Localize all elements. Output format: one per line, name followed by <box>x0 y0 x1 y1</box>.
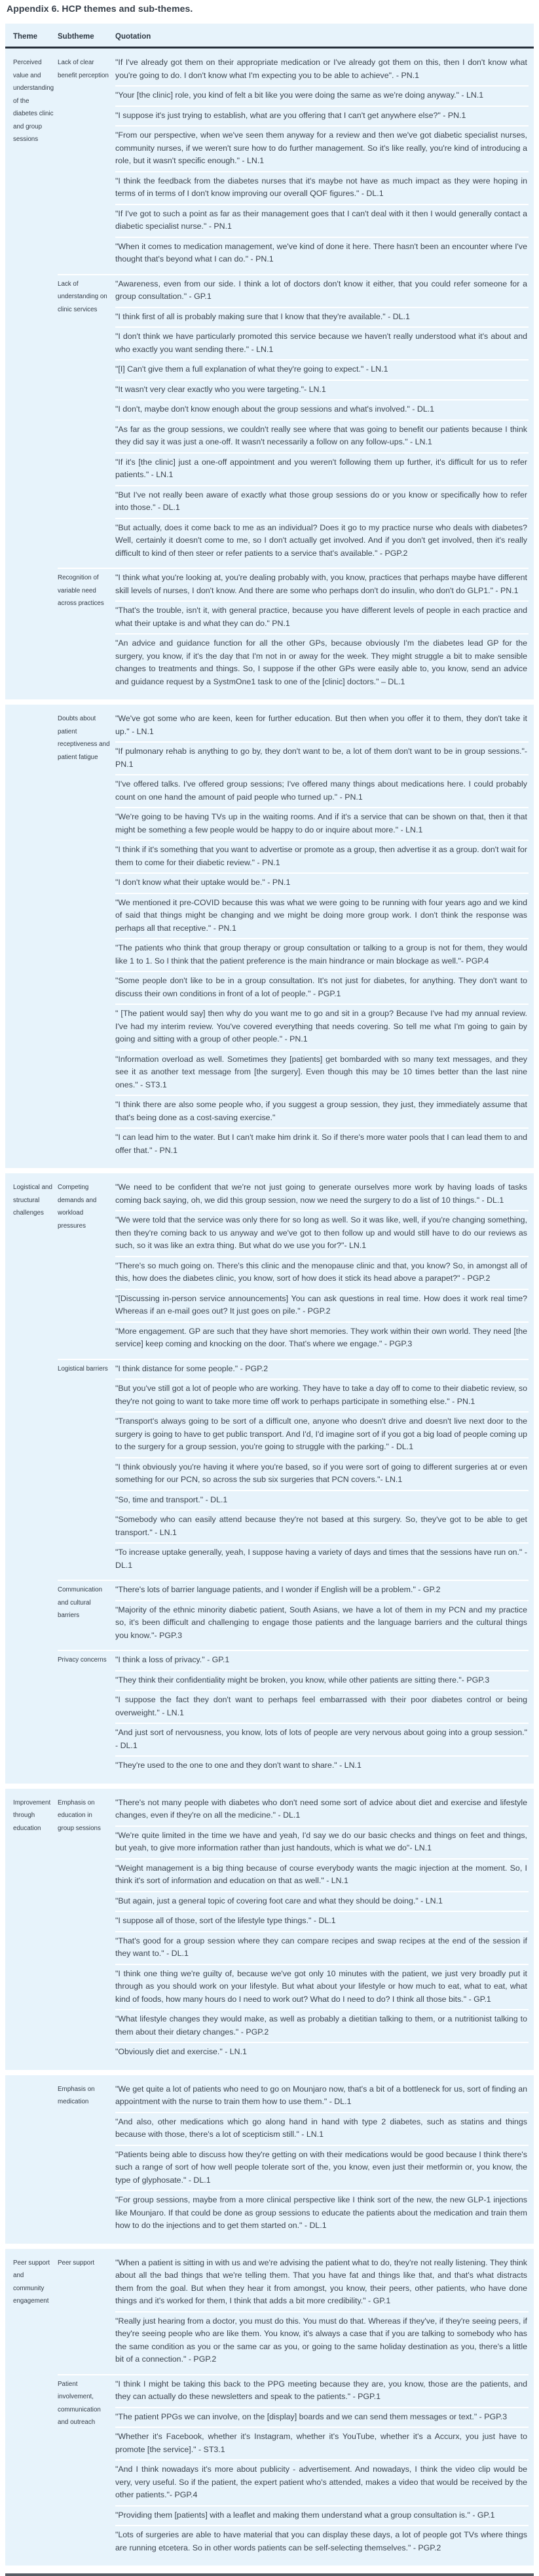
quote-text: "[Discussing in-person service announcements] You can ask questions in real time. How does it work real time? Whereas if an e-mail goes out? It just goes on pile." - PGP.2 <box>115 1289 529 1321</box>
quote-text: "I think there are also some people who, if you suggest a group session, they just, they immediately assume that that's being done as a cost-saving exercise." <box>115 1095 529 1127</box>
quote-text: "If I've already got them on their appropriate medication or I've already got them on this, then I don't know what you're going to do. I don't know what I'm expecting you to be able to achieve". - PN.1 <box>115 58 527 80</box>
quote-text: "We're going to be having TVs up in the waiting rooms. And if it's a service that can be shown on that, then it that might be something a few people would be happy to do or inquire about more." - LN.1 <box>115 807 529 840</box>
quote-list <box>115 2254 529 2370</box>
quote-text: "If it's [the clinic] just a one-off appointment and you weren't following them up further, it's difficult for us to refer patients." - LN.1 <box>115 452 529 485</box>
quote-text: "When a patient is sitting in with us and we're advising the patient what to do, they're not really listening. They think about all the bad things that we're telling them. That you have fat and things like that, and that's what distracts them from the goal. But when they hear it from amongst, you know, their peers, other patients, who have done things and it's worked for them, I think that adds a bit more credibility." - GP.1 <box>115 2257 527 2305</box>
quote-text: "Majority of the ethnic minority diabetic patient, South Asians, we have a lot of them in my PCN and my practice so, it's been difficult and challenging to engage those patients and the language barriers and the cultural things you know."- PGP.3 <box>115 1600 529 1646</box>
quote-text: "I think distance for some people." - PGP.2 <box>115 1363 269 1373</box>
subtheme-cell: Doubts about patient receptiveness and patient fatigue <box>58 715 110 761</box>
quote-text: "I think obviously you're having it where you're based, so if you were sort of going to different surgeries at or even something for our PCN, so across the sub six surgeries that PCN covers."- LN.1 <box>115 1457 529 1490</box>
theme-group <box>5 2249 534 2566</box>
quote-text: "There's not many people with diabetes who don't need some sort of advice about diet and exercise and lifestyle changes, even if they're on all the medicine." - DL.1 <box>115 1797 527 1820</box>
quote-text: "It wasn't very clear exactly who you were targeting."- LN.1 <box>115 380 529 400</box>
quote-text: "Weight management is a big thing because of course everybody wants the magic injection at the moment. So, I think it's sort of information and education on that as well." - LN.1 <box>115 1858 529 1891</box>
quote-text: "They're used to the one to one and they don't want to share." - LN.1 <box>115 1755 529 1776</box>
subtheme-cell: Competing demands and workload pressures <box>58 1184 97 1230</box>
subtheme-cell: Emphasis on medication <box>58 2085 95 2105</box>
quote-text: "That's the trouble, isn't it, with general practice, because you have different levels of people in each practice and what their uptake is and what they can do." PN.1 <box>115 600 529 633</box>
subtheme-row <box>58 1359 529 1576</box>
quote-text: "I can lead him to the water. But I can't make him drink it. So if there's more water pools that I can lead them to and offer that." - PN.1 <box>115 1127 529 1160</box>
quote-text: "The patients who think that group therapy or group consultation or talking to a group is not for them, they would like 1 to 1. So I think that the patient preference is the main hindrance or main blockage as well."- PGP.4 <box>115 938 529 971</box>
theme-group <box>5 705 534 1168</box>
quote-text: "I suppose the fact they don't want to perhaps feel embarrassed with their poor diabetes control or being overweight." - LN.1 <box>115 1690 529 1723</box>
quote-text: "I think I might be taking this back to the PPG meeting because they are, you know, those are the patients, and they can actually do these newsletters and speak to the patients." - PGP.1 <box>115 2379 527 2401</box>
quote-text: "As far as the group sessions, we couldn't really see where that was going to benefit our patients because I think they did say it was just a one-off. It wasn't necessarily a follow on any follow-ups." - LN.1 <box>115 420 529 452</box>
subtheme-cell: Recognition of variable need across practices <box>58 574 104 607</box>
quote-text: "[I] Can't give them a full explanation of what they're going to expect." - LN.1 <box>115 359 529 380</box>
subtheme-cell: Lack of clear benefit perception <box>58 59 109 79</box>
quote-text: "For group sessions, maybe from a more clinical perspective like I think sort of the new, the new GLP-1 injections like Mounjaro. If that could be done as group sessions to educate the patients about the medication and train them how to do the injections and to get them started on." - DL.1 <box>115 2190 529 2236</box>
subtheme-row <box>58 1794 529 2062</box>
quote-list <box>115 2080 529 2236</box>
quote-text: "We need to be confident that we're not just going to generate ourselves more work by having loads of tasks coming back saying, oh, we did this group session, now we need the surgery to do a list of 10 things." - DL.1 <box>115 1182 527 1205</box>
subtheme-row <box>58 1650 529 1776</box>
subtheme-row <box>58 1580 529 1645</box>
hcp-themes-table <box>5 24 534 2566</box>
quote-text: "We've got some who are keen, keen for further education. But then when you offer it to them, they don't take it up." - LN.1 <box>115 714 527 736</box>
quote-list <box>115 54 529 269</box>
quote-list <box>115 1179 529 1354</box>
quote-text: "An advice and guidance function for all the other GPs, because obviously I'm the diabetes lead GP for the surgery, you know, if it's the day that I'm not in or away for the week. They might struggle a bit to make sensible changes to treatments and things. So, I suppose if the other GPs were easily able to, you know, send an advice and guidance request by a SystmOne1 task to one of the [clinic] doctors." – DL.1 <box>115 633 529 692</box>
subtheme-row <box>58 2374 529 2558</box>
page-title: Appendix 6. HCP themes and sub-themes. <box>7 3 193 14</box>
quote-text: "Your [the clinic] role, you kind of felt a bit like you were doing the same as we're doing anyway." - LN.1 <box>115 85 529 106</box>
theme-cell: Improvement through education <box>13 1799 51 1832</box>
column-header-theme: Theme <box>13 33 38 41</box>
quote-text: "Providing them [patients] with a leaflet and making them understand what a group consultation is." - GP.1 <box>115 2505 529 2526</box>
theme-cell <box>13 710 58 1160</box>
quote-text: "Transport's always going to be sort of a difficult one, anyone who doesn't drive and doesn't live next door to the surgery is going to have to get public transport. And I'd, I'd imagine sort of if you got a big load of people coming up to the surgery for a group session, you're going to struggle with the parking." - DL.1 <box>115 1411 529 1457</box>
quote-text: "There's lots of barrier language patients, and I wonder if English will be a problem." - GP.2 <box>115 1585 441 1594</box>
quote-list <box>115 710 529 1160</box>
quote-text: "Some people don't like to be in a group consultation. It's not just for diabetes, for anything. They don't want to discuss their own conditions in front of a lot of people." - PGP.1 <box>115 971 529 1004</box>
quote-text: "To increase uptake generally, yeah, I suppose having a variety of days and times that the sessions have run on." - DL.1 <box>115 1542 529 1575</box>
quote-text: "That's good for a group session where they can compare recipes and swap recipes at the end of the session if they want to." - DL.1 <box>115 1931 529 1964</box>
quote-text: "We were told that the service was only there for so long as well. So it was like, well, if you're changing something, then they're coming back to us anyway and we've got to then follow up and would still have to do our reviews as such, so it was like an extra thing. But what do we use you for?"- LN.1 <box>115 1210 529 1256</box>
quote-text: "If pulmonary rehab is anything to go by, they don't want to be, a lot of them don't want to be in group sessions."- PN.1 <box>115 741 529 774</box>
theme-cell: Logistical and structural challenges <box>13 1184 52 1217</box>
quote-text: "Information overload as well. Sometimes they [patients] get bombarded with so many text messages, and they see it as another text message from [the surgery]. Even though this may be 10 times better than the last nine ones." - ST3.1 <box>115 1049 529 1095</box>
quote-text: "But you've still got a lot of people who are working. They have to take a day off to come to their diabetic review, so they're not going to want to take more time off work to perhaps participate in something else." - PN.1 <box>115 1378 529 1411</box>
quote-text: "Awareness, even from our side. I think a lot of doctors don't know it either, that you could refer someone for a group consultation." - GP.1 <box>115 279 527 301</box>
subtheme-row <box>58 54 529 269</box>
subtheme-cell: Lack of understanding on clinic services <box>58 280 107 313</box>
subtheme-row <box>58 710 529 1160</box>
quote-list <box>115 1651 529 1776</box>
theme-cell: Perceived value and understanding of the diabetes clinic and group sessions <box>13 59 54 143</box>
subtheme-cell: Emphasis on education in group sessions <box>58 1799 101 1832</box>
quote-list <box>115 2375 529 2558</box>
quote-text: "I think one thing we're guilty of, because we've got only 10 minutes with the patient, we just very broadly put it through as you should work on your lifestyle. But what about your lifestyle or how much to eat, what to eat, what kind of foods, how many hours do I need to work out? What do I need to do? I think all those bits." - GP.1 <box>115 1964 529 2010</box>
quote-text: "I don't know what their uptake would be." - PN.1 <box>115 872 529 893</box>
theme-group <box>5 2075 534 2244</box>
quote-text: "I think what you're looking at, you're dealing probably with, you know, practices that perhaps maybe have different skill levels of nurses, I don't know. And there are some who perhaps don't do insulin, who don't do GLP1." - PN.1 <box>115 573 527 595</box>
table-header-row <box>5 24 534 49</box>
quote-text: "And also, other medications which go along hand in hand with type 2 diabetes, such as statins and things because with those, there's a lot of scepticism still." - LN.1 <box>115 2112 529 2145</box>
theme-group <box>5 49 534 699</box>
quote-list <box>115 1360 529 1576</box>
quote-list <box>115 569 529 692</box>
quote-text: "Really just hearing from a doctor, you must do this. You must do that. Whereas if they've, if they're seeing peers, if they're seeing people who are like them. You know, it's always a case that if you are talking to somebody who has the same condition as you or the same car as you, or going to the same holiday destination as you, there's a little bit of a connection." - PGP.2 <box>115 2311 529 2370</box>
table-bottom-border <box>5 2573 534 2576</box>
quote-text: "When it comes to medication management, we've kind of done it here. There hasn't been an encounter where I've thought that's beyond what I can do." - PN.1 <box>115 237 529 269</box>
quote-text: "Patients being able to discuss how they're getting on with their medications would be good because I think there's such a range of sort of how well people tolerate sort of the, you know, even just their metformin or, you know, the type of glyphosate." - DL.1 <box>115 2145 529 2191</box>
quote-text: "I think the feedback from the diabetes nurses that it's maybe not have as much impact as they were hoping in terms of in terms of I don't know improving our overall QOF figures." - DL.1 <box>115 171 529 204</box>
subtheme-row <box>58 2254 529 2370</box>
quote-text: "Lots of surgeries are able to have material that you can display these days, a lot of people got TVs where things are running etcetera. So in other words patients can be self-selecting themselves." - PGP.2 <box>115 2525 529 2558</box>
quote-text: "I don't think we have particularly promoted this service because we haven't really understood what it's about and who exactly you want sending there." - LN.1 <box>115 326 529 359</box>
quote-list <box>115 1794 529 2062</box>
quote-text: "I suppose it's just trying to establish, what are you offering that I can't get anywhere else?" - PN.1 <box>115 106 529 126</box>
subtheme-row <box>58 1179 529 1354</box>
quote-text: "They think their confidentiality might be broken, you know, while other patients are sitting there."- PGP.3 <box>115 1670 529 1690</box>
quote-text: "But actually, does it come back to me as an individual? Does it go to my practice nurse who deals with diabetes? Well, certainly it doesn't come to me, so I don't actually get involved. And if you don't get involved, then it's really difficult to kind of then steer or refer patients to a service that's available." - PGP.2 <box>115 518 529 564</box>
theme-group <box>5 1173 534 1784</box>
quote-text: "If I've got to such a point as far as their management goes that I can't deal with it then I would generally contact a diabetic specialist nurse." - PN.1 <box>115 204 529 237</box>
subtheme-cell: Communication and cultural barriers <box>58 1586 103 1619</box>
quote-text: "I've offered talks. I've offered group sessions; I've offered many things about medications here. I could probably count on one hand the amount of paid people who turned up." - PN.1 <box>115 774 529 807</box>
quote-text: "And just sort of nervousness, you know, lots of lots of people are very nervous about going into a group session." - DL.1 <box>115 1723 529 1755</box>
quote-text: "We're quite limited in the time we have and yeah, I'd say we do our basic checks and things on feet and things, but yeah, to give more information rather than just handouts, which is what we do"- LN.1 <box>115 1825 529 1858</box>
quote-text: "I think a loss of privacy." - GP.1 <box>115 1655 230 1664</box>
quote-list <box>115 275 529 564</box>
subtheme-row <box>58 2080 529 2236</box>
quote-text: "What lifestyle changes they would make, as well as probably a dietitian talking to them, or a nutritionist talking to them about their dietary changes." - PGP.2 <box>115 2009 529 2042</box>
subtheme-cell: Patient involvement, communication and outreach <box>58 2380 101 2426</box>
quote-text: "And I think nowadays it's more about publicity - advertisement. And nowadays, I think the video clip would be very, very useful. So if the patient, the expert patient who's attended, makes a video that would be received by the other patients."- PGP.4 <box>115 2459 529 2505</box>
theme-group <box>5 1789 534 2070</box>
theme-cell: Peer support and community engagement <box>13 2259 50 2305</box>
subtheme-row <box>58 568 529 692</box>
quote-text: "I suppose all of those, sort of the lifestyle type things." - DL.1 <box>115 1911 529 1931</box>
column-header-subtheme: Subtheme <box>58 33 94 41</box>
quote-text: "Whether it's Facebook, whether it's Instagram, whether it's YouTube, whether it's a Accurx, you just have to promote [the service]." - ST3.1 <box>115 2427 529 2459</box>
quote-text: "Somebody who can easily attend because they're not based at this surgery. So, they've got to be able to get transport." - LN.1 <box>115 1510 529 1542</box>
quote-text: "We get quite a lot of patients who need to go on Mounjaro now, that's a bit of a bottleneck for us, sort of finding an appointment with the nurse to train them how to use them." - DL.1 <box>115 2084 527 2106</box>
quote-text: "I don't, maybe don't know enough about the group sessions and what's involved." - DL.1 <box>115 399 529 420</box>
quote-text: "From our perspective, when we've seen them anyway for a review and then we've got diabetic specialist nurses, community nurses, if we weren't sure how to do further management. So it's like really, you're kind of introducing a role, but it wasn't specific enough." - LN.1 <box>115 125 529 171</box>
subtheme-cell: Peer support <box>58 2259 95 2267</box>
quote-text: " [The patient would say] then why do you want me to go and sit in a group? Because I've had my annual review. I've had my interim review. You've covered everything that needs covering. So tell me what I'm going to gain by going and sitting with a group of other people." - PN.1 <box>115 1004 529 1049</box>
quote-text: "I think first of all is probably making sure that I know that they're available." - DL.1 <box>115 307 529 327</box>
subtheme-cell: Logistical barriers <box>58 1365 108 1373</box>
quote-text: "The patient PPGs we can involve, on the [display] boards and we can send them messages or text." - PGP.3 <box>115 2407 529 2427</box>
subtheme-cell: Privacy concerns <box>58 1656 107 1664</box>
quote-text: "We mentioned it pre-COVID because this was what we were going to be running with four years ago and we kind of said that things might be changing and we might be doing more group work. I don't think the response was perhaps all that receptive." - PN.1 <box>115 893 529 939</box>
theme-cell <box>13 2080 58 2236</box>
quote-text: "Obviously diet and exercise." - LN.1 <box>115 2042 529 2062</box>
subtheme-row <box>58 274 529 564</box>
quote-text: "But again, just a general topic of covering foot care and what they should be doing." - LN.1 <box>115 1891 529 1911</box>
quote-text: "There's so much going on. There's this clinic and the menopause clinic and that, you know? So, in amongst all of this, how does the diabetes clinic, you know, sort of how does it stick its head above a parapet?" - PGP.2 <box>115 1256 529 1289</box>
quote-list <box>115 1581 529 1645</box>
quote-text: "So, time and transport." - DL.1 <box>115 1490 529 1510</box>
column-header-quotation: Quotation <box>115 33 151 41</box>
quote-text: "But I've not really been aware of exactly what those group sessions do or you know or specifically how to refer into those." - DL.1 <box>115 485 529 518</box>
table-body <box>5 49 534 2566</box>
quote-text: "More engagement. GP are such that they have short memories. They work within their own world. They need [the service] keep coming and knocking on the door. That's where we engage." - PGP.3 <box>115 1321 529 1354</box>
quote-text: "I think if it's something that you want to advertise or promote as a group, then advertise it as a group. don't wait for them to come for their diabetic review." - PN.1 <box>115 840 529 872</box>
